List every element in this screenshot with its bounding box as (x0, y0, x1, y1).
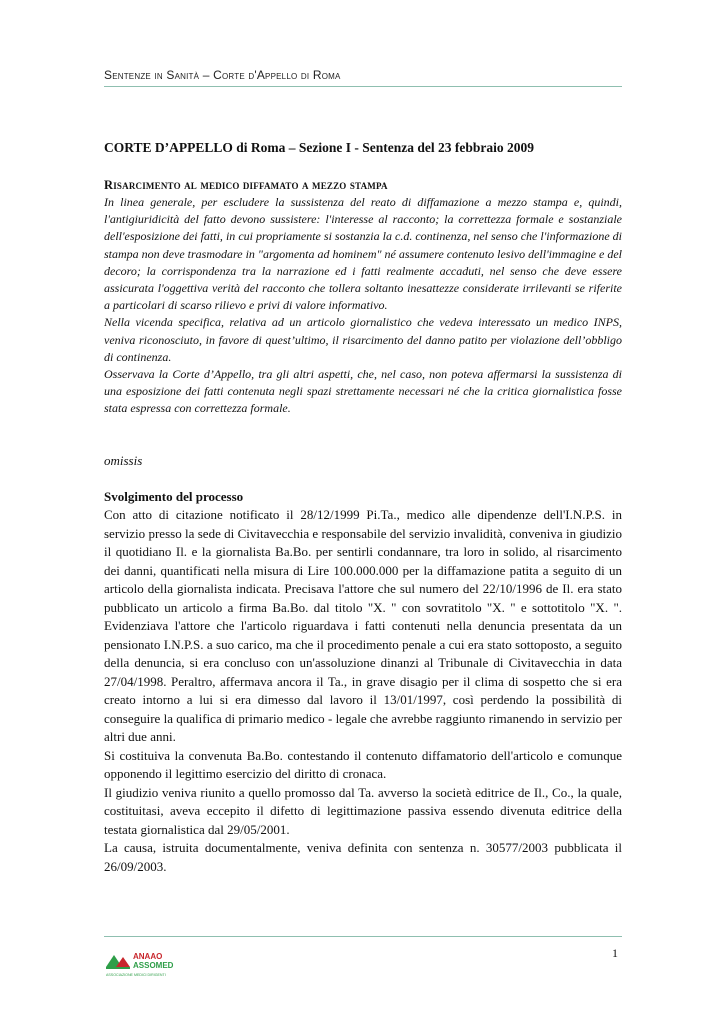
logo-base-bar (106, 967, 130, 969)
body-paragraph: La causa, istruita documentalmente, veniva definita con sentenza n. 30577/2003 pubblicata il 26/09/2003. (104, 840, 622, 874)
header-rule (104, 86, 622, 87)
body-paragraph: Il giudizio veniva riunito a quello promosso dal Ta. avverso la società editrice de Il., Co., la quale, costituitasi, aveva eccepito il difetto di legittimazione passiva essendo divenuta editrice della testata giornalistica dal 29/05/2001. (104, 784, 622, 837)
omissis: omissis (104, 453, 143, 468)
abstract (104, 194, 622, 418)
running-title: Sentenze in Sanità – Corte d'Appello di Roma (104, 68, 341, 82)
logo-subtext: ASSOCIAZIONE MEDICI DIRIGENTI (106, 973, 166, 977)
document-subject: Risarcimento al medico diffamato a mezzo stampa (104, 178, 388, 192)
document-title: CORTE D’APPELLO di Roma – Sezione I - Sentenza del 23 febbraio 2009 (104, 140, 535, 155)
abstract-paragraph: Osservava la Corte d’Appello, tra gli altri aspetti, che, nel caso, non poteva affermarsi la sussistenza di una esposizione dei fatti contenuta negli spazi strettamente necessari né che la critica giornalistica fosse stata espressa con correttezza formale. (104, 367, 622, 416)
running-header (104, 68, 341, 82)
logo-wordmark: ANAAO (133, 952, 163, 961)
page-number: 1 (612, 946, 618, 960)
body-text (104, 506, 622, 876)
anaao-assomed-logo (104, 945, 182, 979)
footer-rule (104, 936, 622, 937)
body-paragraph: Si costituiva la convenuta Ba.Bo. contestando il contenuto diffamatorio dell'articolo e comunque opponendo il legittimo esercizio del diritto di cronaca. (104, 747, 622, 781)
abstract-paragraph: Nella vicenda specifica, relativa ad un articolo giornalistico che vedeva interessato un medico INPS, veniva riconosciuto, in favore di quest’ultimo, il risarcimento del danno patito per violazione dell’obbligo di continenza. (104, 315, 622, 364)
abstract-paragraph: In linea generale, per escludere la sussistenza del reato di diffamazione a mezzo stampa e, quindi, l'antigiuridicità del fatto devono sussistere: l'interesse al racconto; la correttezza formale e sostanziale dell'esposizione dei fatti, in cui propriamente si sostanzia la c.d. continenza, nel senso che l'informazione di stampa non deve trasmodare in "argomenta ad hominem" né assumere contenuto lesivo dell'immagine e del decoro; la corrispondenza tra la narrazione ed i fatti realmente accaduti, nel senso che deve essere assicurata l'oggettiva verità del racconto che tollera soltanto inesattezze considerate irrilevanti se riferite a particolari di scarso rilievo e privi di valore informativo. (104, 195, 622, 313)
body-paragraph: Con atto di citazione notificato il 28/12/1999 Pi.Ta., medico alle dipendenze dell'I.N.P.S. in servizio presso la sede di Civitavecchia e responsabile del servizio invalidità, conveniva in giudizio il quotidiano Il. e la giornalista Ba.Bo. per sentirli condannare, tra loro in solido, al risarcimento dei danni, quantificati nella misura di Lire 100.000.000 per la diffamazione patita a seguito di un articolo della giornalista indicata. Precisava l'attore che sul numero del 22/10/1996 de Il. era stato pubblicato un articolo a firma Ba.Bo. dal titolo "X. " con sovratitolo "X. " e sottotitolo "X. ". Evidenziava l'attore che l'articolo riguardava i fatti contenuti nella denuncia presentata da un pensionato I.N.P.S. a suo carico, ma che il procedimento penale a cui era stato sottoposto, a seguito della denuncia, si era concluso con un'assoluzione dinanzi al Tribunale di Civitavecchia in data 27/04/1998. Peraltro, affermava ancora il Ta., in grave disagio per il clima di sospetto che si era creato intorno a lui si era dimesso dal lavoro il 13/01/1997, così perdendo la possibilità di conseguire la qualifica di primario medico - legale che avrebbe raggiunto rimanendo in servizio per altri due anni. (104, 507, 622, 744)
section-title: Svolgimento del processo (104, 489, 244, 504)
logo-wordmark: ASSOMED (133, 961, 174, 970)
